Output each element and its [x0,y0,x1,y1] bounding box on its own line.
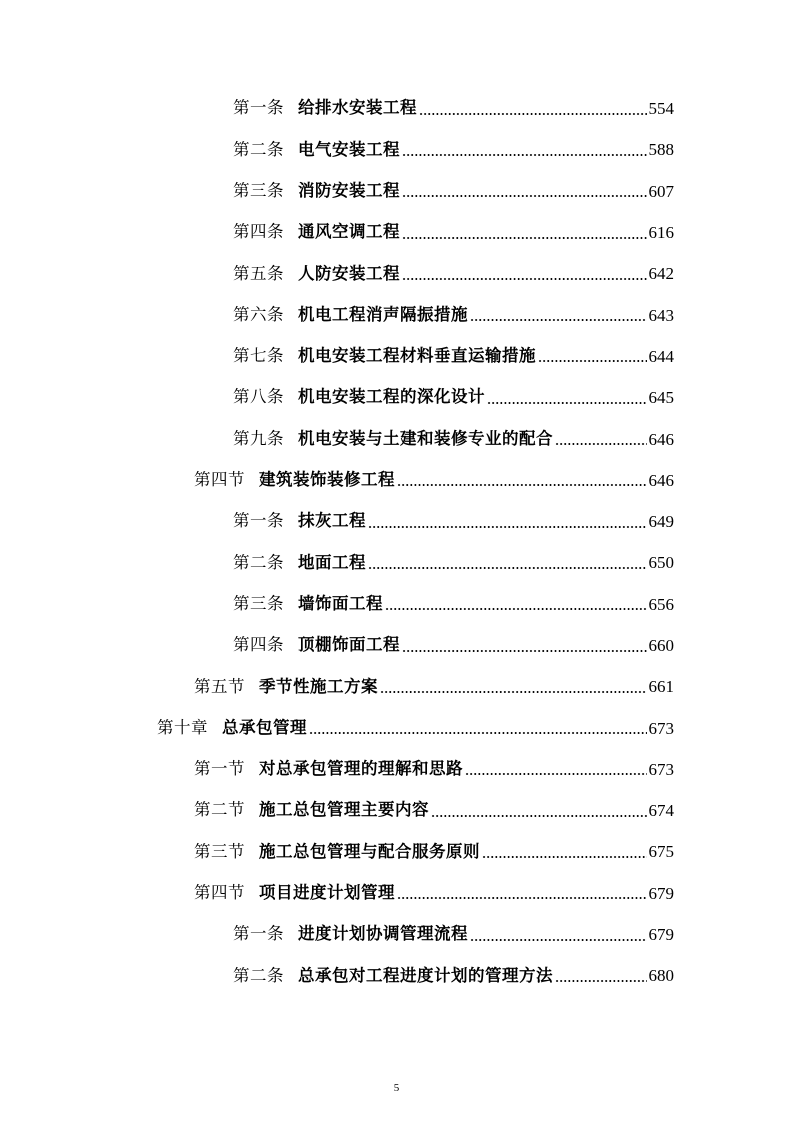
toc-entry-title: 给排水安装工程 [298,98,417,118]
toc-entry[interactable] [0,790,793,831]
toc-entry[interactable] [0,584,793,625]
toc-dot-leader [482,856,647,858]
toc-dot-leader [431,815,647,817]
toc-dot-leader [397,484,647,486]
toc-entry-title: 地面工程 [298,552,366,572]
toc-entry-number: 第一条 [233,511,284,531]
toc-entry-title: 项目进度计划管理 [259,883,395,903]
toc-entry-title: 消防安装工程 [298,180,400,200]
toc-entry[interactable] [0,542,793,583]
toc-entry-number: 第一条 [233,924,284,944]
toc-dot-leader [402,650,647,652]
toc-entry-number: 第五节 [194,676,245,696]
table-of-contents [0,88,793,997]
toc-entry-title: 抹灰工程 [298,511,366,531]
toc-entry-page: 661 [648,677,674,697]
toc-entry[interactable] [0,336,793,377]
toc-entry-number: 第二条 [233,139,284,159]
toc-entry-title: 进度计划协调管理流程 [298,924,468,944]
toc-entry[interactable] [0,212,793,253]
toc-entry-title: 建筑装饰装修工程 [259,470,395,490]
toc-entry-number: 第十章 [157,717,208,737]
toc-dot-leader [487,402,647,404]
toc-dot-leader [419,113,647,115]
toc-dot-leader [465,773,647,775]
toc-entry[interactable] [0,171,793,212]
toc-entry-number: 第三条 [233,593,284,613]
toc-entry-number: 第六条 [233,304,284,324]
page-number: 5 [393,1082,400,1094]
toc-entry-page: 643 [648,305,674,325]
toc-entry[interactable] [0,129,793,170]
toc-entry-title: 人防安装工程 [298,263,400,283]
toc-entry-title: 施工总包管理与配合服务原则 [259,841,480,861]
toc-entry-title: 通风空调工程 [298,222,400,242]
toc-dot-leader [402,237,647,239]
toc-entry[interactable] [0,460,793,501]
toc-entry[interactable] [0,253,793,294]
toc-dot-leader [380,691,647,693]
toc-dot-leader [538,360,647,362]
toc-entry-number: 第七条 [233,346,284,366]
toc-entry[interactable] [0,377,793,418]
toc-entry-page: 656 [648,594,674,614]
toc-entry[interactable] [0,873,793,914]
toc-entry-page: 680 [648,966,674,986]
toc-entry-page: 679 [648,925,674,945]
toc-entry[interactable] [0,955,793,996]
toc-entry-number: 第九条 [233,428,284,448]
toc-entry[interactable] [0,88,793,129]
toc-entry-page: 679 [648,883,674,903]
toc-dot-leader [368,526,647,528]
toc-dot-leader [385,608,647,610]
toc-entry-page: 646 [648,470,674,490]
toc-entry[interactable] [0,666,793,707]
toc-entry-number: 第四节 [194,883,245,903]
toc-entry-title: 顶棚饰面工程 [298,635,400,655]
toc-entry-page: 646 [648,429,674,449]
toc-entry-page: 649 [648,512,674,532]
toc-entry[interactable] [0,707,793,748]
toc-dot-leader [402,154,647,156]
toc-entry-number: 第二条 [233,965,284,985]
toc-entry-number: 第四节 [194,470,245,490]
toc-dot-leader [402,195,647,197]
toc-entry-number: 第三条 [233,180,284,200]
toc-entry-title: 季节性施工方案 [259,676,378,696]
toc-entry[interactable] [0,914,793,955]
toc-entry[interactable] [0,831,793,872]
toc-entry-page: 674 [648,801,674,821]
toc-entry-page: 588 [648,140,674,160]
toc-entry-title: 施工总包管理主要内容 [259,800,429,820]
toc-entry-title: 机电安装与土建和装修专业的配合 [298,428,553,448]
toc-entry-page: 673 [648,718,674,738]
toc-entry-number: 第五条 [233,263,284,283]
toc-entry-page: 554 [648,99,674,119]
toc-dot-leader [470,939,647,941]
toc-entry[interactable] [0,501,793,542]
toc-entry-page: 642 [648,264,674,284]
toc-entry-page: 645 [648,388,674,408]
toc-dot-leader [368,567,647,569]
toc-dot-leader [402,278,647,280]
toc-entry-number: 第三节 [194,841,245,861]
toc-entry-title: 对总承包管理的理解和思路 [259,759,463,779]
toc-entry[interactable] [0,625,793,666]
toc-entry-page: 675 [648,842,674,862]
toc-entry-title: 机电工程消声隔振措施 [298,304,468,324]
toc-entry-number: 第二条 [233,552,284,572]
toc-entry-number: 第二节 [194,800,245,820]
toc-entry[interactable] [0,418,793,459]
toc-entry-number: 第一条 [233,98,284,118]
toc-dot-leader [397,897,647,899]
toc-entry-title: 机电安装工程材料垂直运输措施 [298,346,536,366]
toc-entry-page: 607 [648,181,674,201]
toc-dot-leader [555,980,647,982]
toc-entry-number: 第八条 [233,387,284,407]
toc-entry[interactable] [0,749,793,790]
toc-dot-leader [309,732,647,734]
toc-entry[interactable] [0,294,793,335]
toc-entry-number: 第一节 [194,759,245,779]
toc-dot-leader [470,319,647,321]
toc-entry-number: 第四条 [233,222,284,242]
toc-entry-page: 644 [648,346,674,366]
toc-entry-title: 总承包管理 [222,717,307,737]
toc-entry-title: 总承包对工程进度计划的管理方法 [298,965,553,985]
toc-entry-title: 机电安装工程的深化设计 [298,387,485,407]
toc-entry-page: 673 [648,759,674,779]
toc-entry-page: 660 [648,636,674,655]
toc-entry-title: 电气安装工程 [298,139,400,159]
toc-entry-title: 墙饰面工程 [298,593,383,613]
toc-dot-leader [555,443,647,445]
toc-entry-page: 616 [648,223,674,243]
toc-entry-number: 第四条 [233,635,284,655]
toc-entry-page: 650 [648,553,674,573]
